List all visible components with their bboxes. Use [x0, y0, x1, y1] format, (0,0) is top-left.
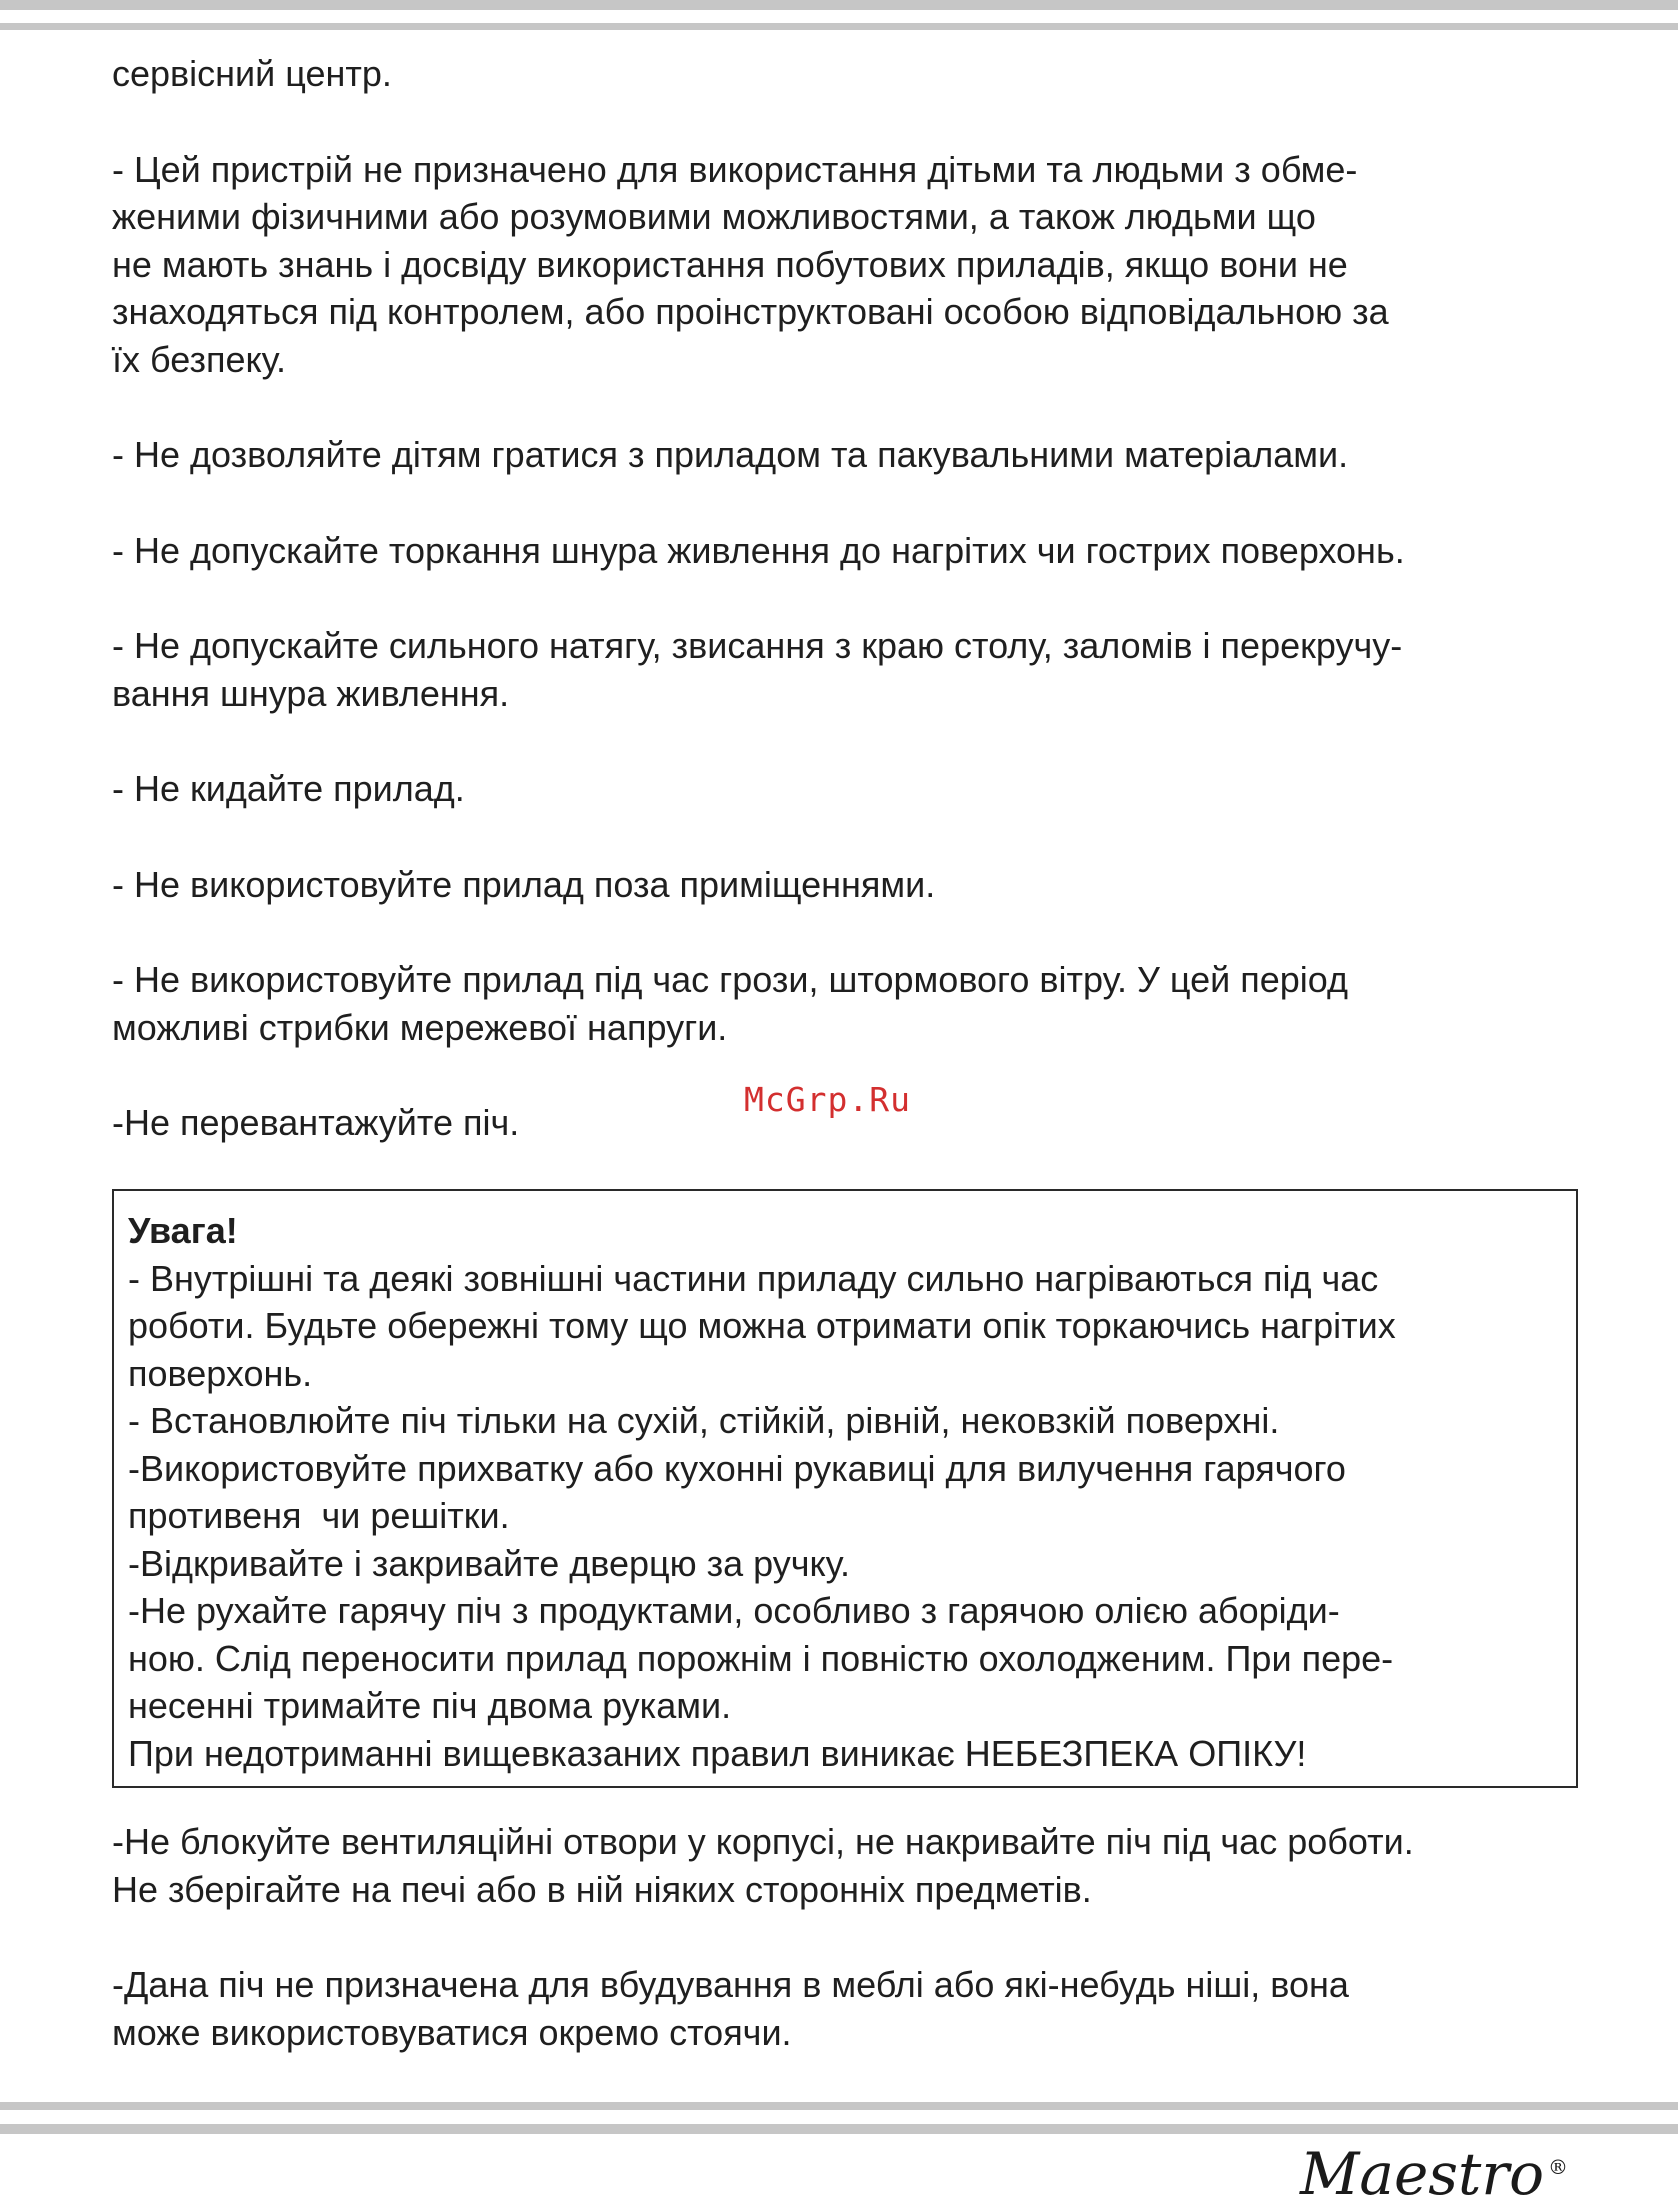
instructions-body [112, 50, 1592, 1195]
paragraph: -Не блокуйте вентиляційні отвори у корпусі, не накривайте піч під час роботи. Не зберігайте на печі або в ній ніяких сторонніх предметів. [112, 1821, 1414, 1910]
warning-line: несенні тримайте піч двома руками. [128, 1685, 732, 1726]
warning-line: поверхонь. [128, 1352, 313, 1394]
warning-line: - Внутрішні та деякі зовнішні частини приладу сильно нагріваються під час [128, 1257, 1379, 1299]
brand-name: Maestro [1300, 2140, 1545, 2208]
footer-rule-top [0, 2102, 1678, 2110]
paragraph: - Не допускайте торкання шнура живлення до нагрітих чи гострих поверхонь. [112, 529, 1405, 571]
warning-line: противеня чи решітки. [128, 1495, 510, 1536]
warning-line: ною. Слід переносити прилад порожнім і повністю охолодженим. При пере- [128, 1637, 1394, 1679]
registered-mark: ® [1548, 2154, 1569, 2179]
paragraph: - Не допускайте сильного натягу, звисання з краю столу, заломів і перекручу- вання шнура живлення. [112, 625, 1403, 714]
footer-rule-bottom [0, 2124, 1678, 2134]
warning-line: -Не рухайте гарячу піч з продуктами, особливо з гарячою олією аборіди- [128, 1590, 1340, 1631]
warning-line: -Відкривайте і закривайте дверцю за ручку. [128, 1542, 851, 1584]
warning-line: - Встановлюйте піч тільки на сухій, стійкій, рівній, нековзкій поверхні. [128, 1400, 1280, 1441]
paragraph: - Не дозволяйте дітям гратися з приладом та пакувальними матеріалами. [112, 434, 1349, 475]
paragraph: -Дана піч не призначена для вбудування в меблі або які-небудь ніші, вона може використовуватися окремо стоячи. [112, 1964, 1349, 2053]
instructions-body-continued [112, 1818, 1592, 2104]
warning-line: -Використовуйте прихватку або кухонні рукавиці для вилучення гарячого [128, 1447, 1346, 1489]
paragraph: - Цей пристрій не призначено для використання дітьми та людьми з обме- женими фізичними або розумовими можливостями, а також людьми що не мають знань і досвіду використання побутових приладів, якщо вони не знаходяться під контролем, або проінструктовані особою відповідальною за їх безпеку. [112, 148, 1389, 380]
brand-logo [1300, 2140, 1568, 2208]
warning-line: При недотриманні вищевказаних правил виникає НЕБЕЗПЕКА ОПІКУ! [128, 1732, 1307, 1774]
paragraph: -Не перевантажуйте піч. [112, 1102, 520, 1143]
warning-title: Увага! [128, 1210, 238, 1251]
header-rule-top [0, 0, 1678, 10]
warning-line: роботи. Будьте обережні тому що можна отримати опік торкаючись нагрітих [128, 1305, 1396, 1346]
paragraph: - Не використовуйте прилад поза приміщеннями. [112, 863, 936, 905]
paragraph: - Не використовуйте прилад під час грози, штормового вітру. У цей період можливі стрибки мережевої напруги. [112, 959, 1349, 1048]
warning-box [112, 1189, 1578, 1788]
header-rule-bottom [0, 23, 1678, 30]
paragraph: сервісний центр. [112, 53, 392, 94]
watermark: McGrp.Ru [744, 1080, 911, 1119]
paragraph: - Не кидайте прилад. [112, 768, 465, 809]
